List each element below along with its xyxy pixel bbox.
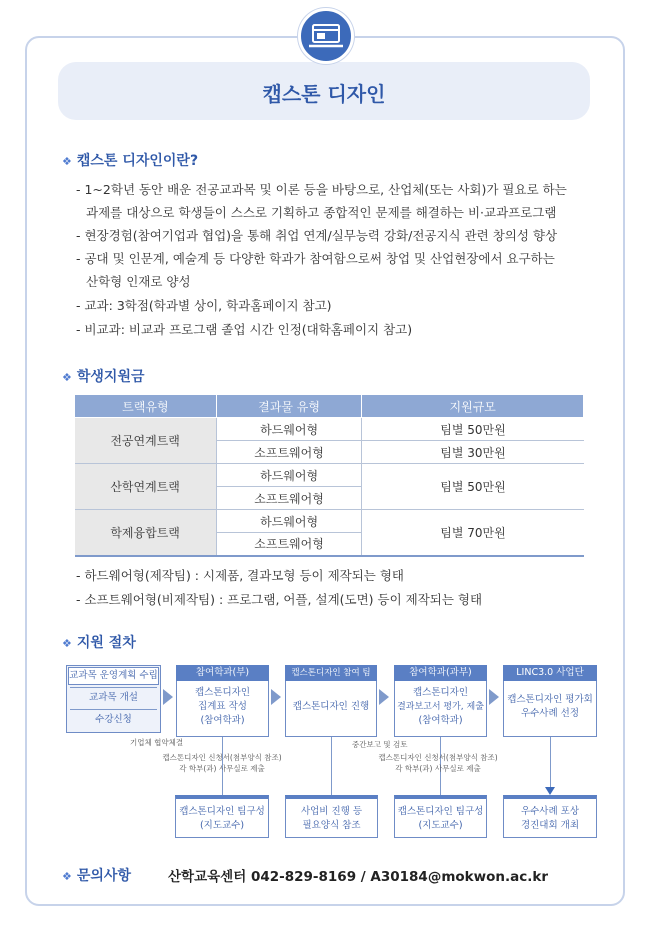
intro-bullet: - 교과: 3학점(학과별 상이, 학과홈페이지 참고) [76,298,332,313]
type-cell: 소프트웨어형 [216,487,362,510]
step3-head: 캡스톤디자인 참여 팀 [285,665,377,681]
track-cell: 전공연계트랙 [75,418,217,464]
arrow-right-icon [163,689,173,705]
track-cell: 산학연계트랙 [75,464,217,510]
support-note: - 하드웨어형(제작팀) : 시제품, 결과모형 등이 제작되는 형태 [76,568,404,583]
intro-heading-text: 캡스톤 디자인이란? [76,153,199,169]
diamond-icon: ❖ [62,870,72,883]
bottom-line: 캡스톤디자인 팀구성 [179,806,265,817]
diamond-icon: ❖ [62,155,72,168]
amount-cell: 팀별 30만원 [362,441,584,464]
diamond-icon: ❖ [62,371,72,384]
intro-bullet: - 공대 및 인문계, 예술계 등 다양한 학과가 참여함으로써 창업 및 산업현장에서 요구하는 [76,251,555,266]
step1-item: 교과목 개설 [89,692,138,703]
step4-line: 캡스톤디자인 [412,687,469,698]
step2-line: 집계표 작성 [198,701,247,712]
support-heading [62,366,145,386]
step4-line: (참여학과) [418,715,463,726]
note-right-line: 각 학부(과) 사무실로 제출 [395,764,481,773]
step2-line: (참여학과) [200,715,245,726]
bottom-line: 사업비 진행 등 [300,806,363,817]
note-mid: 중간보고 및 검토 [352,740,408,749]
table-row [75,510,584,533]
column-header: 지원규모 [362,395,584,418]
intro-bullet: - 비교과: 비교과 프로그램 졸업 시간 인정(대학홈페이지 참고) [76,322,413,337]
arrow-down-icon [545,787,555,795]
divider [70,709,157,710]
bottom-line: 우수사례 포상 [520,806,580,817]
arrow-right-icon [271,689,281,705]
note-left [156,752,288,774]
support-note: - 소프트웨어형(비제작팀) : 프로그램, 어플, 설계(도면) 등이 제작되는 형태 [76,592,483,607]
step1-item: 교과목 운영계획 수립 [68,667,159,685]
column-header: 결과물 유형 [216,395,362,418]
step5-line: 캡스톤디자인 평가회 [507,694,593,705]
table-row [75,418,584,441]
badge [298,8,354,64]
contact-info: 산학교육센터 042-829-8169 / A30184@mokwon.ac.kr [168,869,549,885]
note-left-line: 각 학부(과) 사무실로 제출 [179,764,265,773]
intro-bullet: 과제를 대상으로 학생들이 스스로 기획하고 종합적인 문제를 해결하는 비·교과프로그램 [86,205,557,220]
note-right [372,752,504,774]
laptop-window-icon [301,11,351,61]
table-header-row [75,395,584,418]
step2-head: 참여학과(부) [176,665,269,681]
type-cell: 하드웨어형 [216,510,362,533]
amount-cell: 팀별 70만원 [362,510,584,556]
column-header: 트랙유형 [75,395,217,418]
divider [70,687,157,688]
arrow-right-icon [489,689,499,705]
note-company: 기업체 협약체결 [130,738,184,747]
connector-line [331,737,332,795]
connector-line [550,737,551,793]
note-left-line: 캡스톤디자인 신청서(첨부양식 참조) [162,753,282,762]
diamond-icon: ❖ [62,637,72,650]
procedure-heading-text: 지원 절차 [76,635,136,651]
step4-head: 참여학과(과부) [394,665,487,681]
amount-cell: 팀별 50만원 [362,418,584,441]
bottom-line: 필요양식 참조 [302,820,361,831]
note-right-line: 캡스톤디자인 신청서(첨부양식 참조) [378,753,498,762]
track-cell: 학제융합트랙 [75,510,217,556]
page-title: 캡스톤 디자인 [262,82,386,106]
support-table [74,394,584,557]
bottom-line: (지도교수) [199,820,245,831]
type-cell: 하드웨어형 [216,464,362,487]
step5-head: LINC3.0 사업단 [503,665,597,681]
step1-item: 수강신청 [95,714,132,725]
intro-bullet: 산학형 인재로 양성 [86,274,191,289]
step5-line: 우수사례 선정 [520,708,580,719]
table-row [75,464,584,487]
type-cell: 소프트웨어형 [216,441,362,464]
contact-heading [62,865,131,885]
type-cell: 하드웨어형 [216,418,362,441]
step3-line: 캡스톤디자인 진행 [292,701,370,712]
step2-line: 캡스톤디자인 [194,687,251,698]
step4-line: 결과보고서 평가, 제출 [397,702,484,712]
support-heading-text: 학생지원금 [76,369,145,385]
arrow-right-icon [379,689,389,705]
intro-bullet: - 현장경험(참여기업과 협업)을 통해 취업 연계/실무능력 강화/전공지식 관련 창의성 향상 [76,228,558,243]
bottom-line: 캡스톤디자인 팀구성 [397,806,484,817]
procedure-heading [62,632,136,652]
type-cell: 소프트웨어형 [216,533,362,556]
contact-heading-text: 문의사항 [76,868,131,884]
intro-bullet: - 1~2학년 동안 배운 전공교과목 및 이론 등을 바탕으로, 산업체(또는 사회)가 필요로 하는 [76,182,567,197]
amount-cell: 팀별 50만원 [362,464,584,510]
bottom-line: (지도교수) [418,820,463,831]
bottom-line: 경진대회 개최 [520,820,580,831]
intro-heading [62,150,198,170]
